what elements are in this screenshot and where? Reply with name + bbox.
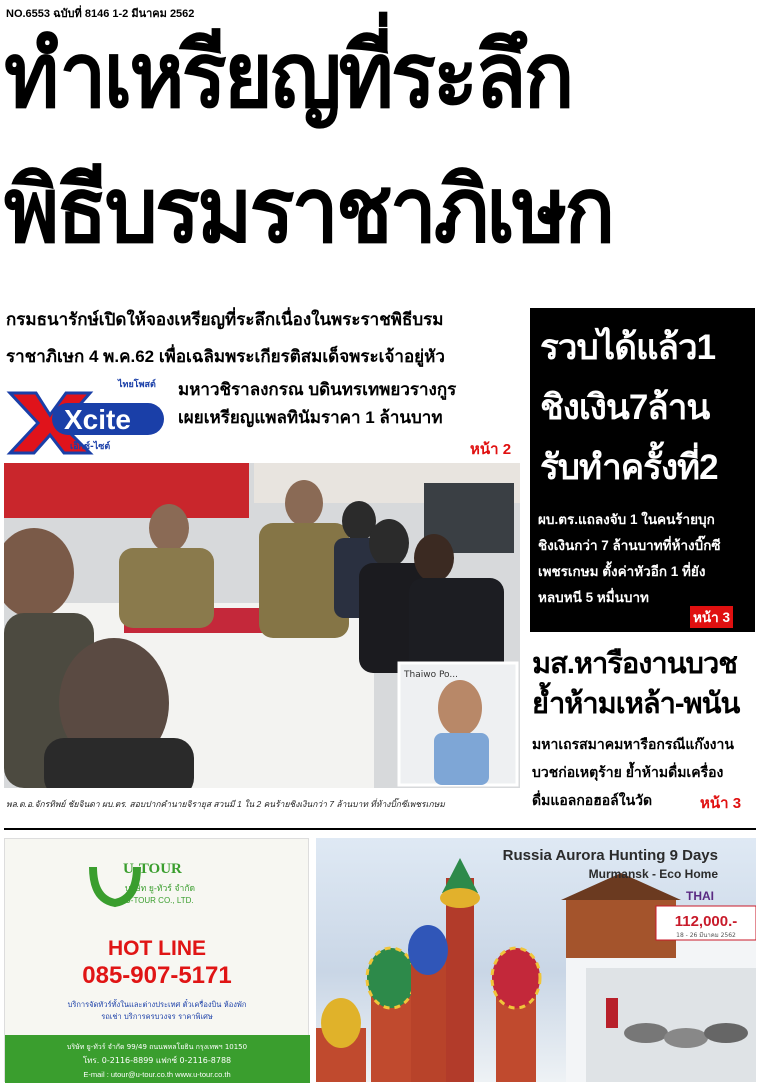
headline-line-2: พิธีบรมราชาภิเษก	[4, 157, 613, 264]
story2-head-2: ชิงเงิน7ล้าน	[540, 388, 710, 427]
masthead: NO.6553 ฉบับที่ 8146 1-2 มีนาคม 2562	[6, 8, 195, 20]
hotline-label: HOT LINE	[108, 937, 206, 960]
story2-page-ref: หน้า 3	[690, 606, 733, 628]
thai-airways-logo: THAI	[686, 889, 714, 903]
utour-email: E-mail : utour@u-tour.co.th www.u-tour.co.th	[83, 1070, 231, 1079]
russia-tour-ad	[316, 838, 756, 1082]
utour-desc-2: รถเช่า บริการครบวงจร ราคาพิเศษ	[101, 1012, 213, 1021]
hotline-number: 085-907-5171	[82, 962, 232, 989]
lead-line-3: มหาวชิราลงกรณ บดินทรเทพยวรางกูร	[178, 380, 457, 399]
xcite-brand-text: Xcite	[64, 404, 131, 435]
xcite-small-brand: ไทยโพสต์	[118, 379, 156, 389]
story2-body-2: ชิงเงินกว่า 7 ล้านบาทที่ห้างบิ๊กซี	[538, 538, 721, 553]
story3-body-3: ดื่มแอลกอฮอล์ในวัด	[532, 792, 653, 808]
story3-page-ref: หน้า 3	[700, 795, 742, 812]
xcite-brand-sub: เอ็กซ์-ไซต์	[70, 442, 111, 452]
lead-line-2: ราชาภิเษก 4 พ.ค.62 เพื่อเฉลิมพระเกียรติสมเด็จพระเจ้าอยู่หัว	[6, 347, 445, 366]
story3-body-2: บวชก่อเหตุร้าย ย้ำห้ามดื่มเครื่อง	[532, 764, 724, 780]
xcite-logo	[6, 375, 168, 455]
lead-line-1: กรมธนารักษ์เปิดให้จองเหรียญที่ระลึกเนื่องในพระราชพิธีบรม	[6, 310, 444, 329]
story2-body-4: หลบหนี 5 หมื่นบาท	[538, 590, 649, 605]
photo-caption: พล.ต.อ.จักรทิพย์ ชัยจินดา ผบ.ตร. สอบปากคำนายจิรายุส สวนมี 1 ใน 2 คนร้ายชิงเงินกว่า 7 ล้านบาท ที่ห้างบิ๊กซีเพชรเกษม	[6, 799, 445, 809]
xcite-logo-graphic	[6, 375, 168, 455]
utour-ad	[4, 838, 309, 1082]
utour-desc-1: บริการจัดทัวร์ทั้งในและต่างประเทศ ตั๋วเครื่องบิน ห้องพัก	[67, 1000, 247, 1009]
utour-phone: โทร. 0-2116-8899 แฟกซ์ 0-2116-8788	[82, 1056, 232, 1065]
mugshot-label: Thaiwo Po...	[404, 670, 458, 680]
lead-page-ref: หน้า 2	[470, 441, 512, 458]
ad-separator	[4, 828, 756, 830]
utour-company-th: บริษัท ยู-ทัวร์ จำกัด	[125, 884, 195, 894]
story-box-robbery	[530, 308, 755, 632]
story2-body-3: เพชรเกษม ตั้งค่าหัวอีก 1 ที่ยัง	[538, 564, 706, 579]
story2-body-1: ผบ.ตร.แถลงจับ 1 ในคนร้ายบุก	[538, 512, 715, 527]
story2-head-3: รับทำครั้งที่2	[540, 448, 718, 487]
utour-address: บริษัท ยู-ทัวร์ จำกัด 99/49 ถนนพหลโยธิน กรุงเทพฯ 10150	[66, 1043, 248, 1051]
story2-head-1: รวบได้แล้ว1	[540, 328, 716, 367]
russia-ad-subtitle: Murmansk - Eco Home	[588, 867, 718, 881]
utour-company-en: U-TOUR CO., LTD.	[125, 896, 194, 905]
russia-ad-price: 112,000.-	[674, 913, 738, 930]
headline-line-1: ทำเหรียญที่ระลึก	[4, 22, 572, 129]
russia-ad-dates: 18 - 26 มีนาคม 2562	[676, 932, 736, 939]
lead-line-4: เผยเหรียญแพลทินัมราคา 1 ล้านบาท	[178, 408, 443, 427]
story3-body-1: มหาเถรสมาคมหารือกรณีแก๊งงาน	[532, 736, 734, 752]
story3-head-2: ย้ำห้ามเหล้า-พนัน	[532, 688, 740, 720]
story3-head-1: มส.หารืองานบวช	[532, 648, 737, 680]
press-photo	[4, 463, 520, 788]
russia-ad-title: Russia Aurora Hunting 9 Days	[502, 847, 718, 864]
utour-brand: U-TOUR	[123, 861, 182, 877]
